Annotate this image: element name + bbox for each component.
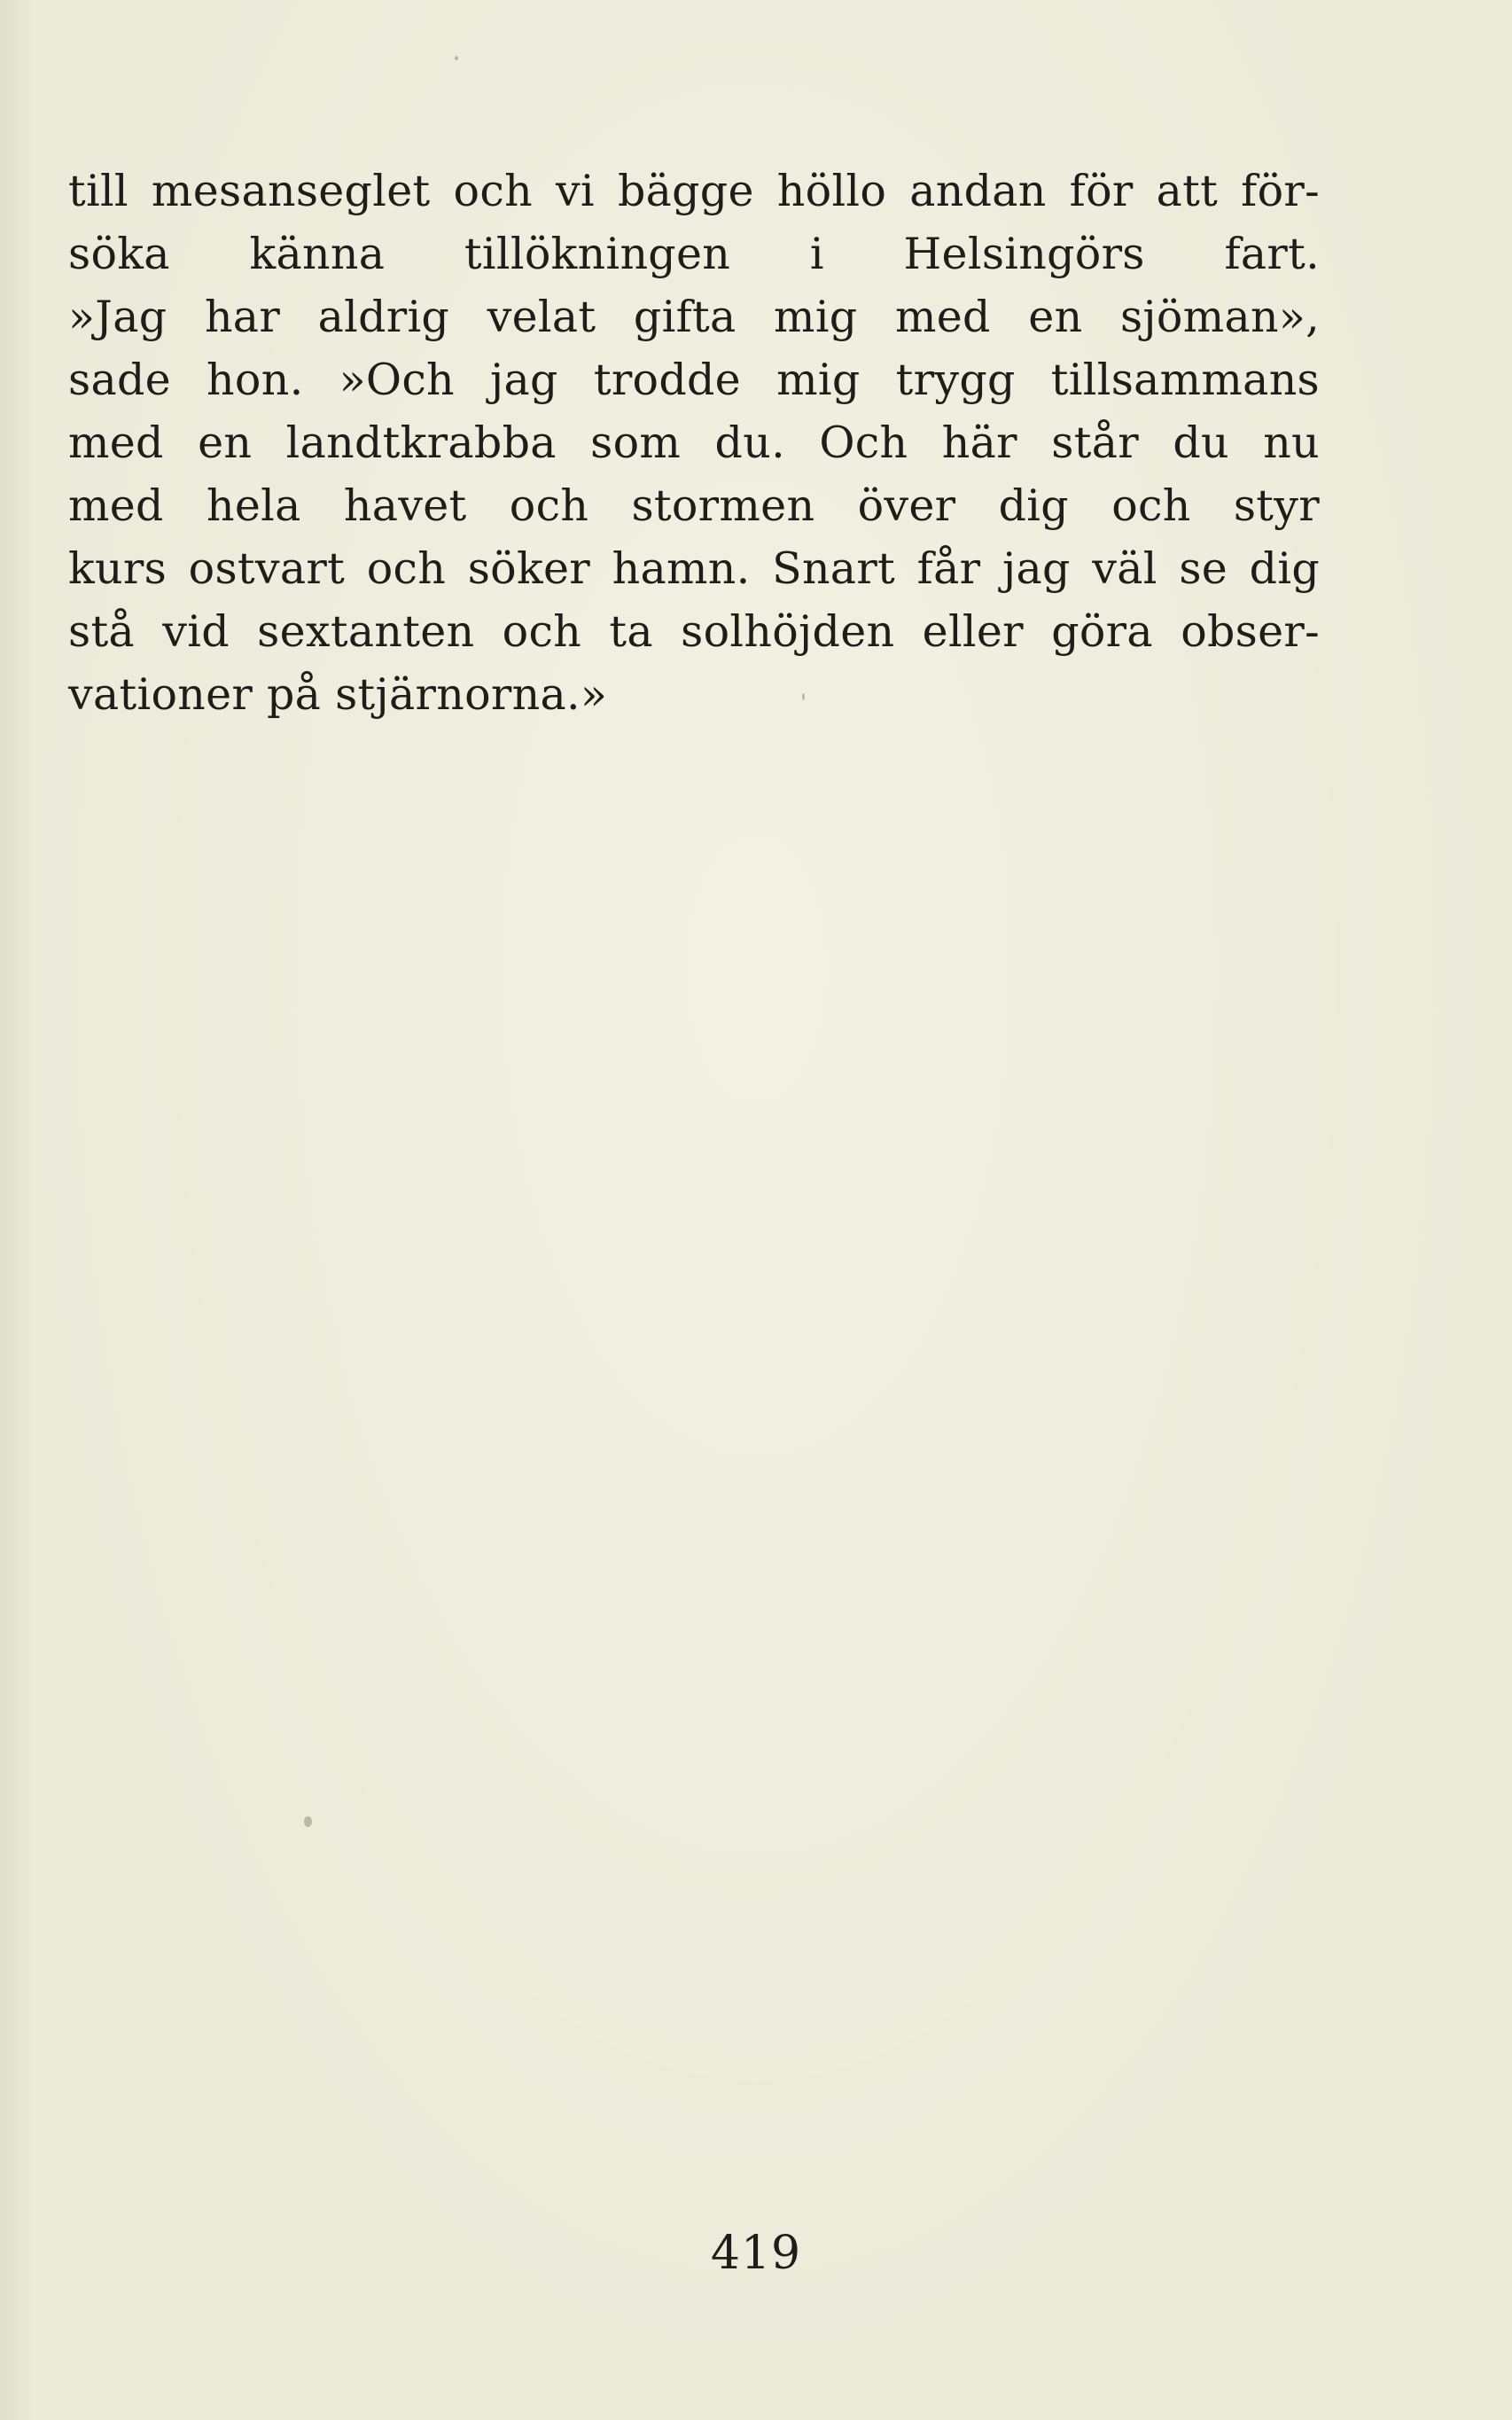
text-line-4: sade hon. »Och jag trodde mig trygg tillsammans [68, 355, 1320, 405]
text-line-9: vationer på stjärnorna.» [68, 669, 608, 720]
text-line-8: stå vid sextanten och ta solhöjden eller göra obser- [68, 606, 1320, 657]
body-text [68, 160, 1320, 726]
paper-speck [455, 56, 458, 60]
page-number: 419 [710, 2227, 802, 2280]
text-line-3: »Jag har aldrig velat gifta mig med en sjöman», [68, 292, 1320, 342]
text-line-7: kurs ostvart och söker hamn. Snart får jag väl se dig [68, 543, 1320, 594]
text-line-5: med en landtkrabba som du. Och här står du nu [68, 418, 1320, 468]
text-line-6: med hela havet och stormen över dig och styr [68, 480, 1320, 531]
text-line-1: till mesanseglet och vi bägge höllo andan för att för- [68, 166, 1320, 216]
paper-speck [304, 1816, 312, 1827]
paper-speck [802, 693, 805, 700]
text-line-2: söka känna tillökningen i Helsingörs fart. [68, 229, 1320, 279]
